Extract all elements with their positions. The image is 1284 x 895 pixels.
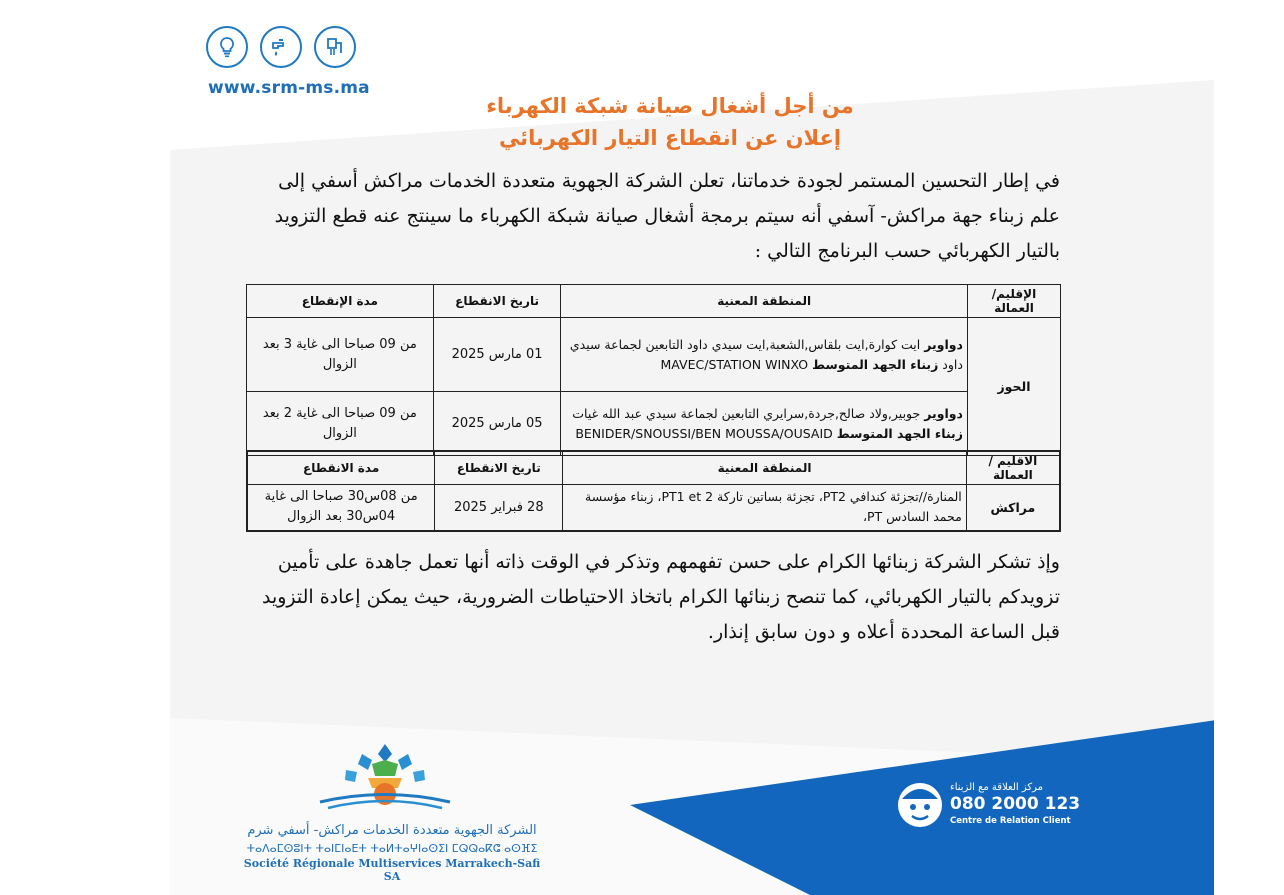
region-cell: مراكش bbox=[966, 485, 1060, 531]
page-margin-right bbox=[1214, 0, 1284, 895]
zone-head: دواوير bbox=[924, 336, 963, 352]
duration-cell: من 08س30 صباحا الى غاية 04س30 بعد الزوال bbox=[247, 485, 435, 531]
zone-bold: زبناء الجهد المتوسط bbox=[812, 356, 939, 372]
zone-head: دواوير bbox=[924, 405, 963, 421]
intro-paragraph: في إطار التحسين المستمر لجودة خدماتنا، تعلن الشركة الجهوية متعددة الخدمات مراكش أسفي إلى علم زبناء جهة مراكش- آسفي أنه سيتم برمجة أشغال صيانة شبكة الكهرباء ما سينتج عنه قطع التزويد بالتيار الكهربائي حسب البرنامج التالي : bbox=[274, 170, 1060, 262]
title-line2: إعلان عن انقطاع التيار الكهربائي bbox=[498, 126, 842, 150]
region-cell: الحوز bbox=[967, 318, 1060, 456]
phone-number[interactable]: 080 2000 123 bbox=[950, 794, 1081, 814]
col-date: تاريخ الانقطاع bbox=[435, 451, 563, 485]
table-header-row bbox=[247, 451, 1060, 485]
date-cell: 01 مارس 2025 bbox=[433, 318, 561, 392]
zone-text: جوبير,ولاد صالح,جردة,سرايري التابعين لجماعة سيدي عبد الله غيات bbox=[572, 405, 921, 421]
customer-service-icon bbox=[892, 775, 948, 831]
zone-bold: زبناء الجهد المتوسط bbox=[836, 425, 963, 441]
zone-text: ايت كوارة,ايت بلقاس,الشعبة,ايت سيدي داود التابعين لجماعة سيدي داود bbox=[569, 336, 963, 372]
duration-cell: من 09 صباحا الى غاية 3 بعد الزوال bbox=[247, 318, 434, 392]
duration-cell: من 09 صباحا الى غاية 2 بعد الزوال bbox=[247, 392, 434, 456]
col-duration: مدة الإنقطاع bbox=[247, 285, 434, 318]
table-row bbox=[247, 318, 1061, 392]
date-cell: 28 فبراير 2025 bbox=[435, 485, 563, 531]
relation-center-ar: مركز العلاقة مع الزبناء bbox=[950, 782, 1044, 793]
title-line1: من أجل أشغال صيانة شبكة الكهرباء bbox=[486, 94, 854, 118]
company-name-tifinagh: ⵜⴰⴷⴰⵎⵙⵓⵏⵜ ⵜⴰⵏⵎⵏⴰⴹⵜ ⵜⴰⵍⵜⴰⵖⵏⴰⵙⵉⵏ ⵎⵕⵕⴰⴽⵛ ⴰⵙⴼⵉ bbox=[246, 842, 538, 855]
col-duration: مدة الانقطاع bbox=[247, 451, 435, 485]
zone-codes: BENIDER/SNOUSSI/BEN MOUSSA/OUSAID bbox=[575, 425, 833, 441]
company-logo-icon bbox=[310, 742, 460, 822]
company-name-ar: الشركة الجهوية متعددة الخدمات مراكش- أسفي شرم bbox=[247, 823, 537, 838]
schedule-table-haouz bbox=[246, 284, 1061, 456]
website-link[interactable]: www.srm-ms.ma bbox=[208, 78, 370, 98]
col-region: الاقليم / العمالة bbox=[966, 451, 1060, 485]
water-tap-icon bbox=[260, 26, 302, 68]
col-zone: المنطقة المعنية bbox=[561, 285, 968, 318]
service-icons bbox=[206, 26, 356, 68]
col-region: الإقليم/العمالة bbox=[967, 285, 1060, 318]
zone-cell bbox=[561, 318, 968, 392]
zone-cell: المنارة//تجزئة كندافي PT2، تجزئة بساتين تاركة PT1 et 2، زبناء مؤسسة محمد السادس PT، bbox=[563, 485, 967, 531]
announcement-page bbox=[170, 0, 1214, 895]
sanitation-icon bbox=[314, 26, 356, 68]
company-name-fr: Société Régionale Multiservices Marrakech-Safi SA bbox=[243, 857, 541, 883]
closing-paragraph: وإذ تشكر الشركة زبنائها الكرام على حسن تفهمهم وتذكر في الوقت ذاته أنها تعمل جاهدة على تأمين تزويدكم بالتيار الكهربائي، كما تنصح زبنائها الكرام باتخاذ الاحتياطات الضرورية، حيث يمكن إعادة التزويد قبل الساعة المحددة أعلاه و دون سابق إنذار. bbox=[261, 551, 1060, 643]
schedule-table-marrakech bbox=[246, 450, 1061, 532]
zone-codes: MAVEC/STATION WINXO bbox=[660, 356, 809, 372]
relation-center-fr: Centre de Relation Client bbox=[950, 816, 1071, 826]
table-row bbox=[247, 485, 1060, 531]
relation-center bbox=[892, 775, 1081, 835]
table-row bbox=[247, 392, 1061, 456]
table-header-row bbox=[247, 285, 1061, 318]
zone-cell bbox=[561, 392, 968, 456]
col-zone: المنطقة المعنية bbox=[563, 451, 967, 485]
lightbulb-icon bbox=[206, 26, 248, 68]
col-date: تاريخ الانقطاع bbox=[433, 285, 561, 318]
date-cell: 05 مارس 2025 bbox=[433, 392, 561, 456]
